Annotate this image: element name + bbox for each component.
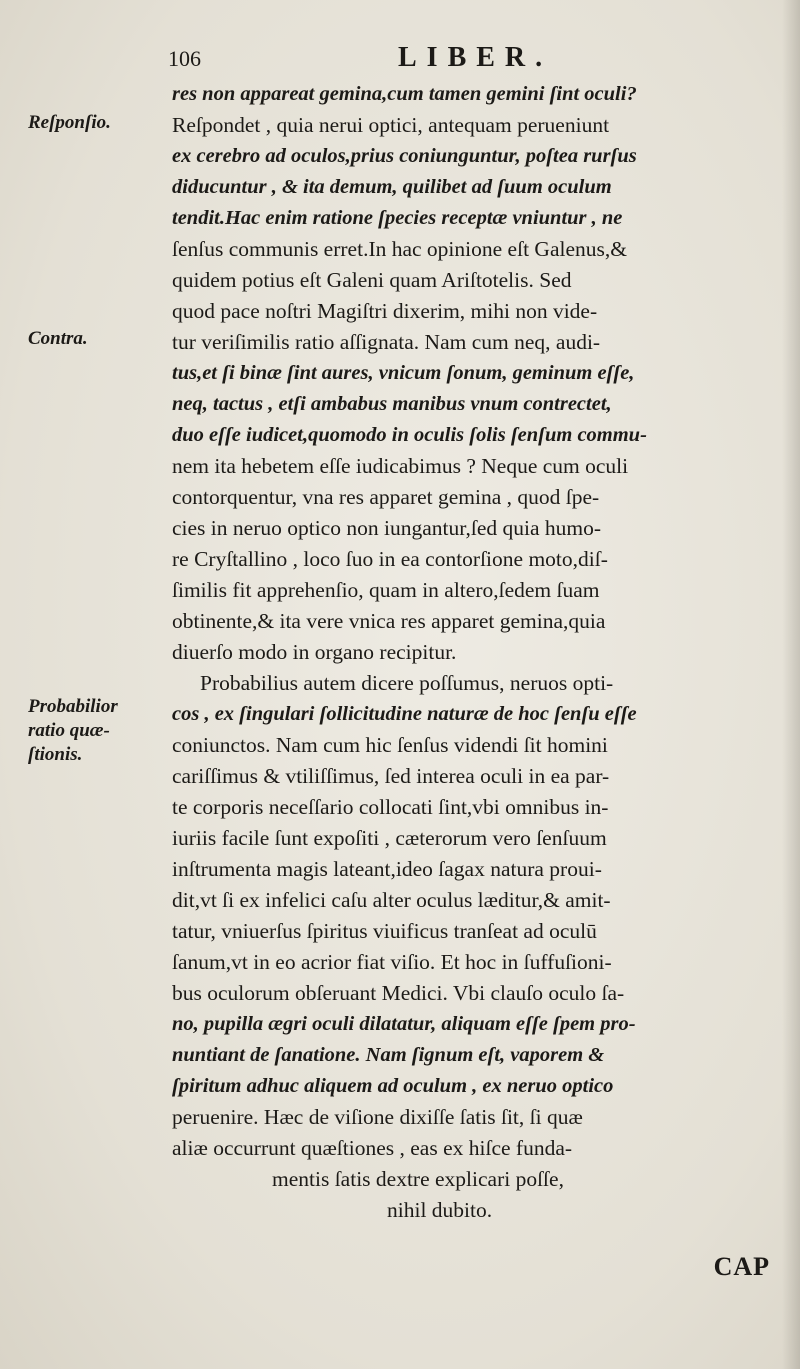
- text-line: tus,et ſi binæ ſint aures, vnicum ſonum, geminum eſſe,: [172, 362, 635, 384]
- text-line: quod pace noſtri Magiſtri dixerim, mihi non vide-: [172, 299, 598, 323]
- margin-note-contra: Contra.: [28, 328, 88, 349]
- text-line: inſtrumenta magis lateant,ideo ſagax natura proui-: [172, 857, 602, 881]
- text-line: Probabilius autem dicere poſſumus, neruos opti-: [200, 671, 614, 695]
- text-line: quidem potius eſt Galeni quam Ariſtotelis. Sed: [172, 268, 572, 292]
- text-line: no, pupilla ægri oculi dilatatur, aliquam eſſe ſpem pro-: [172, 1013, 636, 1035]
- text-line: nem ita hebetem eſſe iudicabimus ? Neque cum oculi: [172, 454, 629, 478]
- page-number: 106: [168, 46, 201, 71]
- text-line: te corporis neceſſario collocati ſint,vbi omnibus in-: [172, 795, 609, 819]
- text-line: ſanum,vt in eo acrior fiat viſio. Et hoc in ſuffuſioni-: [172, 950, 612, 974]
- text-line: re Cryſtallino , loco ſuo in ea contorſione moto,diſ-: [172, 547, 608, 571]
- body-text: [172, 79, 794, 1226]
- text-line: tatur, vniuerſus ſpiritus viuificus tranſeat ad oculū: [172, 919, 597, 943]
- text-line: Reſpondet , quia nerui optici, antequam perueniunt: [172, 113, 610, 137]
- margin-note-probabilior: Probabilior: [28, 696, 118, 717]
- margin-note-ratio: ratio quæ-: [28, 720, 110, 741]
- text-line: coniunctos. Nam cum hic ſenſus videndi ſit homini: [172, 733, 608, 757]
- text-line: mentis ſatis dextre explicari poſſe,: [272, 1167, 564, 1191]
- text-line: iuriis facile ſunt expoſiti , cæterorum vero ſenſuum: [172, 826, 607, 850]
- text-line: peruenire. Hæc de viſione dixiſſe ſatis ſit, ſi quæ: [172, 1105, 583, 1129]
- text-line: nihil dubito.: [387, 1198, 493, 1222]
- text-line: duo eſſe iudicet,quomodo in oculis ſolis ſenſum commu-: [172, 424, 647, 446]
- text-line: nuntiant de ſanatione. Nam ſignum eſt, vaporem &: [172, 1044, 605, 1066]
- text-line: obtinente,& ita vere vnica res apparet gemina,quia: [172, 609, 606, 633]
- text-line: diducuntur , & ita demum, quilibet ad ſuum oculum: [172, 176, 612, 198]
- margin-note-responsio: Reſponſio.: [28, 112, 111, 133]
- text-line: res non appareat gemina,cum tamen gemini ſint oculi?: [172, 83, 637, 105]
- text-line: ſpiritum adhuc aliquem ad oculum , ex neruo optico: [172, 1075, 614, 1097]
- text-line: diuerſo modo in organo recipitur.: [172, 640, 457, 664]
- text-line: cies in neruo optico non iungantur,ſed quia humo-: [172, 516, 602, 540]
- text-line: cariſſimus & vtiliſſimus, ſed interea oculi in ea par-: [172, 764, 610, 788]
- text-line: bus oculorum obſeruant Medici. Vbi clauſo oculo ſa-: [172, 981, 625, 1005]
- margin-note-quaestionis: ſtionis.: [28, 744, 83, 765]
- running-title: LIBER.: [398, 42, 553, 73]
- text-line: tur veriſimilis ratio aſſignata. Nam cum neq, audi-: [172, 330, 601, 354]
- page-header: [168, 40, 628, 80]
- text-line: contorquentur, vna res apparet gemina , quod ſpe-: [172, 485, 600, 509]
- text-line: neq, tactus , etſi ambabus manibus vnum contrectet,: [172, 393, 612, 415]
- text-line: ſenſus communis erret.In hac opinione eſt Galenus,&: [172, 237, 627, 261]
- text-line: cos , ex ſingulari ſollicitudine naturæ de hoc ſenſu eſſe: [172, 703, 637, 725]
- text-line: aliæ occurrunt quæſtiones , eas ex hiſce funda-: [172, 1136, 573, 1160]
- text-line: dit,vt ſi ex infelici caſu alter oculus læditur,& amit-: [172, 888, 611, 912]
- catchword: CAP: [713, 1252, 770, 1281]
- text-line: ſimilis fit apprehenſio, quam in altero,ſedem ſuam: [172, 578, 600, 602]
- text-line: ex cerebro ad oculos,prius coniunguntur, poſtea rurſus: [172, 145, 637, 167]
- text-line: tendit.Hac enim ratione ſpecies receptæ vniuntur , ne: [172, 207, 623, 229]
